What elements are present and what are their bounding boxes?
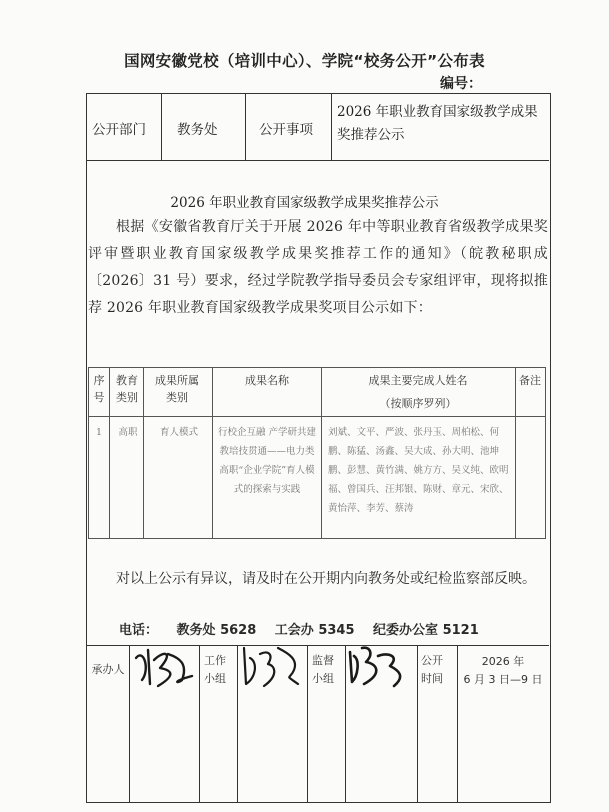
phone-label: 电话： — [119, 623, 159, 638]
public-date-year: 2026 年 — [481, 655, 525, 668]
signoff-col-7 — [457, 645, 458, 802]
col-header-level: 教育类别 — [116, 374, 138, 404]
work-group-label: 工作小组 — [204, 654, 226, 685]
info-col-divider-3 — [331, 94, 332, 160]
info-row-divider — [87, 160, 549, 161]
phone-line — [119, 619, 493, 638]
document-title: 国网安徽党校（培训中心）、学院“校务公开”公布表 — [124, 52, 485, 70]
objection-notice: 对以上公示有异议，请及时在公开期内向教务处或纪检监察部反映。 — [116, 571, 536, 587]
dept-value: 教务处 — [177, 122, 218, 138]
handler-signature — [130, 640, 196, 690]
col-header-name: 成果名称 — [245, 374, 289, 387]
info-col-divider-1 — [161, 94, 162, 160]
matter-value: 2026 年职业教育国家级教学成果奖推荐公示 — [337, 104, 538, 143]
col-header-category: 成果所属类别 — [155, 374, 199, 404]
phone-union-office: 工会办 5345 — [274, 623, 355, 638]
phone-academic-affairs: 教务处 5628 — [176, 623, 257, 638]
public-date-range: 6 月 3 日—9 日 — [463, 673, 543, 686]
supervision-signature — [344, 640, 414, 692]
row1-category: 育人模式 — [159, 427, 198, 438]
row1-level: 高职 — [118, 427, 138, 438]
row1-no: 1 — [95, 427, 103, 438]
public-time-label: 公开时间 — [421, 654, 443, 685]
serial-number-label: 编号： — [440, 76, 482, 92]
work-group-signature — [238, 640, 302, 692]
content-paragraph: 根据《安徽省教育厅关于开展 2026 年中等职业教育省级教学成果奖评审暨职业教育国家级教学成果奖推荐工作的通知》（皖教秘职成〔2026〕31 号）要求，经过学院教学指导委员会专家组评审，现将拟推荐 2026 年职业教育国家级教学成果奖项目公示如下： — [88, 219, 548, 316]
col-header-remark: 备注 — [519, 374, 541, 387]
col-header-no: 序号 — [93, 374, 105, 404]
row1-members: 刘斌、文平、严波、张丹玉、周柏松、何鹏、陈猛、汤鑫、吴大成、孙大明、池坤鹏、彭慧、黄竹满、姚方方、吴义纯、欧明福、曾国兵、汪邦银、陈财、章元、宋欣、黄怡萍、李芳、蔡涛 — [328, 427, 509, 514]
phone-discipline-office: 纪委办公室 5121 — [373, 623, 479, 638]
content-title: 2026 年职业教育国家级教学成果奖推荐公示 — [170, 195, 439, 211]
col-header-members-sub: （按顺序罗列） — [379, 397, 457, 410]
handler-label: 承办人 — [91, 663, 125, 676]
supervision-label: 监督小组 — [312, 654, 334, 685]
row1-name: 行校企互融 产学研共建 教培技贯通——电力类高职“企业学院”育人模式的探索与实践 — [217, 427, 317, 495]
matter-label: 公开事项 — [259, 122, 313, 138]
dept-label: 公开部门 — [92, 122, 146, 138]
col-header-members: 成果主要完成人姓名 — [368, 374, 468, 387]
info-col-divider-2 — [245, 94, 246, 160]
